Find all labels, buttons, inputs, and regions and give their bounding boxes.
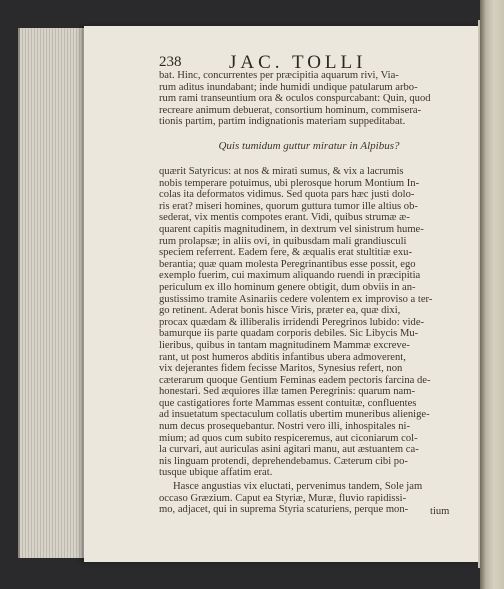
text-line: num decus prosequebantur. Nostri vero illi, inhospitales ni- (159, 421, 410, 433)
text-line: ris erat? miseri homines, quorum guttura tumor ille altius ob- (159, 200, 418, 212)
text-line: que castigatiores forte Mammas essent contuitæ, confluentes (159, 397, 417, 409)
text-line: occaso Græzium. Caput ea Styriæ, Muræ, fluvio rapidissi- (159, 492, 407, 504)
text-line: rum prolapsæ; in aliis ovi, in quibusdam mali grandiusculi (159, 235, 407, 247)
text-line: nobis temperare potuimus, ubi plerosque horum Montium In- (159, 177, 420, 189)
text-line: exemplo fuerim, cui maximum aliquando ruendi in præcipitia (159, 270, 421, 282)
text-line: rum rami transeuntium ora & oculos conspurcabant: Quin, quod (159, 93, 431, 105)
catchword: tium (430, 506, 450, 517)
text-line: quærit Satyricus: at nos & mirati sumus, & vix a lacrumis (159, 166, 404, 177)
section-title: Quis tumidum guttur miratur in Alpibus? (218, 140, 400, 152)
text-line: colas ita deformatos vidimus. Sed quota pars hæc justi dolo- (159, 189, 415, 201)
text-line: honestari. Sed æquiores illæ tamen Peregrinis: quarum nam- (159, 386, 415, 398)
text-line: speciem referrent. Eadem fere, & æqualis erat stultitiæ exu- (159, 247, 412, 259)
text-line: la curvari, aut auriculas asini agitari manu, aut æstuantem ca- (159, 444, 419, 456)
text-line: Hasce angustias vix eluctati, pervenimus tandem, Sole jam (173, 481, 423, 493)
text-line: nis linguam protendi, deprehendebamus. Cæterum cibi po- (159, 455, 408, 467)
text-line: quarent capitis magnitudinem, in dextrum vel sinistrum hume- (159, 223, 424, 235)
running-title: JAC. TOLLI (229, 52, 367, 73)
text-line: lieribus, quibus in tantam magnitudinem Mammæ excreve- (159, 339, 410, 351)
paragraph-2 (159, 166, 459, 516)
text-line: go retinent. Aderat bonis hisce Viris, præter ea, quæ dixi, (159, 305, 401, 317)
text-line: recreare animum debuerat, consortium hominum, commisera- (159, 104, 422, 116)
facing-page-edge (480, 0, 504, 589)
paragraph-1 (159, 70, 459, 128)
text-line: sederat, vix mentis compotes erant. Vidi, quibus strumæ æ- (159, 212, 410, 224)
text-line: tusque ubique affatim erat. (159, 467, 273, 479)
text-line: mium; ad quos cum subito respiceremus, aut ciconiarum col- (159, 432, 418, 444)
text-line: mo, adjacet, qui in suprema Styria scaturiens, perque mon- (159, 504, 409, 516)
text-line: berantia; quæ quam molesta Peregrinantibus esse possit, ego (159, 258, 416, 270)
text-line: bat. Hinc, concurrentes per præcipitia aquarum rivi, Via- (159, 70, 399, 81)
text-line: bamurque iis parte quadam corporis debiles. Sic Libycis Mu- (159, 328, 419, 340)
text-line: rum aditus inundabant; inde humidi undique patularum arbo- (159, 81, 418, 93)
page-number: 238 (159, 54, 182, 70)
text-line: procax quædam & illiberalis irridendi Peregrinos lubido: vide- (159, 316, 425, 328)
text-line: tionis partim, partim indignationis materiam suppeditabat. (159, 116, 406, 128)
text-line: periculum ex illo hominum genere obtigit, dum obviis in an- (159, 281, 416, 293)
text-line: ad insuetatum spectaculum collatis ubertim muneribus alienige- (159, 409, 430, 421)
text-line: vix dejerantes fidem fecisse Maritos, Synesius refert, non (159, 363, 403, 375)
text-line: gustissimo tramite Asinariis cedere volentem ex improviso a ter- (159, 293, 433, 305)
text-line: cæterarum quoque Gentium Feminas eadem pectoris farcina de- (159, 374, 431, 386)
text-line: rant, ut post humeros abditis infantibus ubera admoverent, (159, 351, 406, 363)
